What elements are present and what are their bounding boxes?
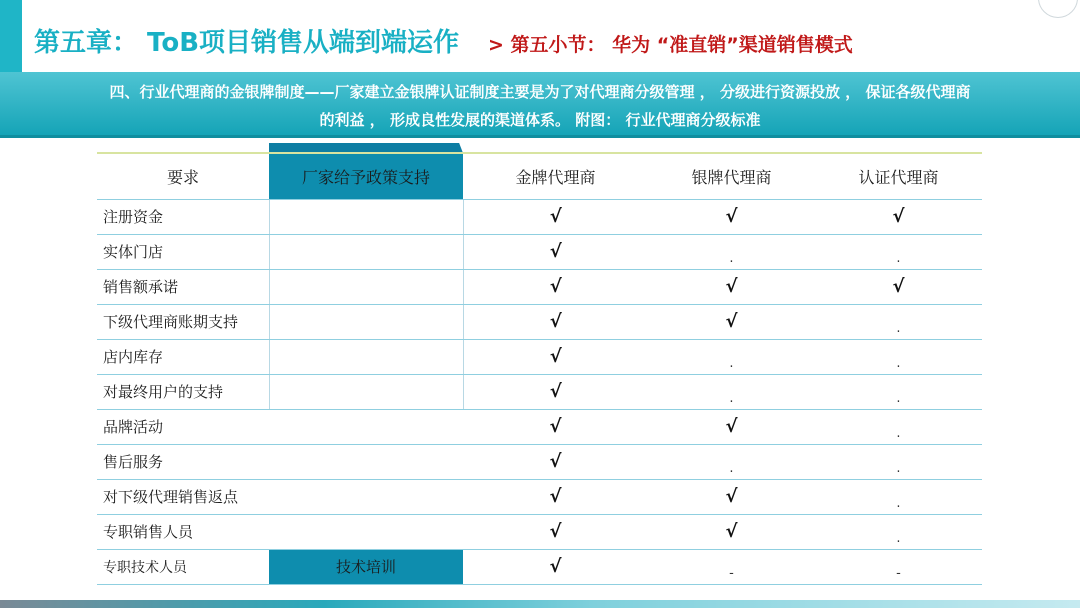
description-banner — [0, 72, 1080, 138]
empty-mark: . — [896, 530, 901, 546]
policy-support-cell — [269, 234, 463, 269]
policy-support-cell — [269, 444, 463, 479]
header-silver-agent: 银牌代理商 — [648, 153, 815, 199]
requirement-cell: 对最终用户的支持 — [97, 374, 269, 409]
silver-agent-cell — [648, 479, 815, 514]
table-row — [97, 409, 982, 444]
certified-agent-cell — [815, 514, 982, 549]
policy-support-cell — [269, 514, 463, 549]
certified-agent-cell — [815, 234, 982, 269]
table-row — [97, 479, 982, 514]
header-certified-agent: 认证代理商 — [815, 153, 982, 199]
left-accent-bar — [0, 0, 22, 74]
silver-agent-cell — [648, 444, 815, 479]
gold-agent-cell — [463, 339, 648, 374]
gold-agent-cell — [463, 409, 648, 444]
check-mark: √ — [549, 311, 562, 332]
table-row — [97, 339, 982, 374]
header-gold-agent: 金牌代理商 — [463, 153, 648, 199]
empty-mark: . — [896, 460, 901, 476]
certified-agent-cell — [815, 549, 982, 584]
certified-agent-cell — [815, 269, 982, 304]
requirement-cell: 店内库存 — [97, 339, 269, 374]
check-mark: √ — [549, 346, 562, 367]
header-policy-support: 厂家给予政策支持 — [269, 153, 463, 199]
page-title: 第五章： ToB项目销售从端到端运作 — [34, 28, 460, 58]
check-mark: √ — [549, 276, 562, 297]
requirement-cell: 专职技术人员 — [97, 549, 269, 584]
table-row — [97, 234, 982, 269]
empty-mark: - — [896, 565, 901, 581]
check-mark: √ — [549, 451, 562, 472]
gold-agent-cell — [463, 304, 648, 339]
gold-agent-cell — [463, 374, 648, 409]
certified-agent-cell — [815, 479, 982, 514]
gold-agent-cell — [463, 269, 648, 304]
check-mark: √ — [549, 416, 562, 437]
table-header-row — [97, 153, 982, 199]
silver-agent-cell — [648, 234, 815, 269]
policy-support-cell — [269, 304, 463, 339]
check-mark: √ — [549, 381, 562, 402]
certified-agent-cell — [815, 374, 982, 409]
silver-agent-cell — [648, 339, 815, 374]
empty-mark: . — [729, 390, 734, 406]
empty-mark: - — [729, 565, 734, 581]
empty-mark: . — [729, 250, 734, 266]
silver-agent-cell — [648, 269, 815, 304]
check-mark: √ — [725, 311, 738, 332]
policy-support-cell — [269, 269, 463, 304]
table-row — [97, 514, 982, 549]
requirement-cell: 品牌活动 — [97, 409, 269, 444]
table-row — [97, 199, 982, 234]
policy-support-cell — [269, 339, 463, 374]
gold-agent-cell — [463, 234, 648, 269]
empty-mark: . — [896, 355, 901, 371]
page-subtitle: > 第五小节： 华为 “准直销”渠道销售模式 — [488, 34, 853, 56]
empty-mark: . — [896, 390, 901, 406]
silver-agent-cell — [648, 199, 815, 234]
requirement-cell: 专职销售人员 — [97, 514, 269, 549]
gold-agent-cell — [463, 199, 648, 234]
title-bar — [22, 0, 1080, 74]
check-mark: √ — [892, 276, 905, 297]
requirement-cell: 售后服务 — [97, 444, 269, 479]
requirement-cell: 对下级代理销售返点 — [97, 479, 269, 514]
silver-agent-cell — [648, 374, 815, 409]
certified-agent-cell — [815, 304, 982, 339]
certified-agent-cell — [815, 444, 982, 479]
silver-agent-cell — [648, 549, 815, 584]
agent-tier-table — [97, 152, 982, 585]
policy-support-cell — [269, 479, 463, 514]
policy-support-cell — [269, 199, 463, 234]
policy-support-cell — [269, 374, 463, 409]
requirement-cell: 注册资金 — [97, 199, 269, 234]
check-mark: √ — [549, 206, 562, 227]
corner-decoration — [1038, 0, 1078, 18]
certified-agent-cell — [815, 409, 982, 444]
requirement-cell: 下级代理商账期支持 — [97, 304, 269, 339]
check-mark: √ — [892, 206, 905, 227]
empty-mark: . — [896, 495, 901, 511]
banner-line-2: 的利益 ， 形成良性发展的渠道体系。 附图： 行业代理商分级标准 — [319, 111, 761, 129]
table-row — [97, 444, 982, 479]
silver-agent-cell — [648, 304, 815, 339]
silver-agent-cell — [648, 409, 815, 444]
table-row — [97, 374, 982, 409]
gold-agent-cell — [463, 444, 648, 479]
check-mark: √ — [549, 521, 562, 542]
table-row — [97, 269, 982, 304]
policy-support-cell: 技术培训 — [269, 549, 463, 584]
empty-mark: . — [729, 460, 734, 476]
policy-support-cell — [269, 409, 463, 444]
header-requirement: 要求 — [97, 153, 269, 199]
check-mark: √ — [725, 416, 738, 437]
table-row — [97, 549, 982, 584]
silver-agent-cell — [648, 514, 815, 549]
check-mark: √ — [725, 206, 738, 227]
empty-mark: . — [896, 320, 901, 336]
requirement-cell: 实体门店 — [97, 234, 269, 269]
gold-agent-cell — [463, 549, 648, 584]
gold-agent-cell — [463, 479, 648, 514]
certified-agent-cell — [815, 339, 982, 374]
requirement-cell: 销售额承诺 — [97, 269, 269, 304]
check-mark: √ — [549, 241, 562, 262]
table-row — [97, 304, 982, 339]
check-mark: √ — [725, 486, 738, 507]
gold-agent-cell — [463, 514, 648, 549]
empty-mark: . — [729, 355, 734, 371]
certified-agent-cell — [815, 199, 982, 234]
check-mark: √ — [549, 556, 562, 577]
check-mark: √ — [549, 486, 562, 507]
empty-mark: . — [896, 250, 901, 266]
check-mark: √ — [725, 276, 738, 297]
empty-mark: . — [896, 425, 901, 441]
banner-line-1: 四、行业代理商的金银牌制度——厂家建立金银牌认证制度主要是为了对代理商分级管理 ， 分级进行资源投放 ， 保证各级代理商 — [109, 83, 971, 101]
bottom-decoration-strip — [0, 600, 1080, 608]
check-mark: √ — [725, 521, 738, 542]
